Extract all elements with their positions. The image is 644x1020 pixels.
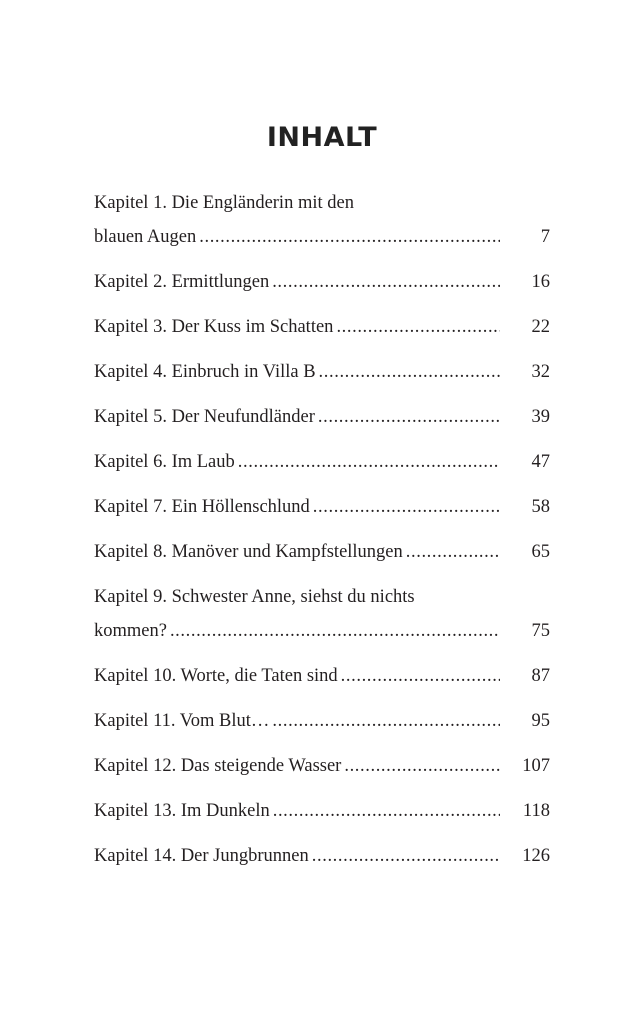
dot-leader (344, 749, 500, 783)
toc-entry[interactable] (94, 794, 550, 828)
toc-page-number: 87 (531, 666, 550, 686)
dot-leader (199, 220, 500, 254)
dot-leader (313, 490, 500, 524)
toc-page-number: 7 (540, 227, 550, 247)
toc-entry-title-line: Kapitel 1. Die Engländerin mit den (94, 193, 354, 213)
toc-entry-title: Kapitel 5. Der Neufundländer (94, 407, 315, 427)
toc-entry-title: Kapitel 11. Vom Blut… (94, 711, 270, 731)
table-of-contents (94, 186, 550, 884)
toc-entry-title: Kapitel 6. Im Laub (94, 452, 235, 472)
toc-page-number: 126 (522, 846, 550, 866)
toc-entry-title: Kapitel 14. Der Jungbrunnen (94, 846, 309, 866)
page-title: INHALT (266, 122, 378, 153)
toc-entry[interactable] (94, 704, 550, 738)
dot-leader (170, 614, 500, 648)
toc-entry-title: Kapitel 7. Ein Höllenschlund (94, 497, 310, 517)
toc-entry[interactable] (94, 355, 550, 389)
toc-page-number: 32 (531, 362, 550, 382)
toc-entry[interactable] (94, 310, 550, 344)
toc-entry[interactable] (94, 749, 550, 783)
toc-entry-title: Kapitel 13. Im Dunkeln (94, 801, 270, 821)
toc-page-number: 65 (531, 542, 550, 562)
dot-leader (273, 794, 500, 828)
toc-entry-title: Kapitel 3. Der Kuss im Schatten (94, 317, 334, 337)
toc-page-number: 107 (522, 756, 550, 776)
toc-entry-title: Kapitel 4. Einbruch in Villa B (94, 362, 316, 382)
toc-page-number: 39 (531, 407, 550, 427)
dot-leader (406, 535, 500, 569)
toc-page-number: 95 (531, 711, 550, 731)
toc-entry[interactable] (94, 490, 550, 524)
toc-entry[interactable] (94, 839, 550, 873)
toc-entry[interactable] (94, 186, 550, 254)
toc-page-number: 58 (531, 497, 550, 517)
dot-leader (272, 265, 500, 299)
toc-entry[interactable] (94, 265, 550, 299)
toc-entry-title: Kapitel 8. Manöver und Kampfstellungen (94, 542, 403, 562)
dot-leader (341, 659, 500, 693)
toc-entry-title-line: Kapitel 9. Schwester Anne, siehst du nichts (94, 587, 415, 607)
toc-entry-title: blauen Augen (94, 227, 197, 247)
toc-entry-title: Kapitel 10. Worte, die Taten sind (94, 666, 338, 686)
toc-page-number: 22 (531, 317, 550, 337)
toc-entry-title: Kapitel 2. Ermittlungen (94, 272, 270, 292)
toc-page-number: 47 (531, 452, 550, 472)
toc-entry[interactable] (94, 659, 550, 693)
toc-page-number: 16 (531, 272, 550, 292)
toc-entry[interactable] (94, 400, 550, 434)
toc-entry[interactable] (94, 580, 550, 648)
toc-page-number: 75 (531, 621, 550, 641)
dot-leader (336, 310, 500, 344)
toc-page-number: 118 (522, 801, 550, 821)
toc-entry[interactable] (94, 445, 550, 479)
dot-leader (319, 355, 500, 389)
dot-leader (238, 445, 500, 479)
toc-entry[interactable] (94, 535, 550, 569)
toc-entry-title: Kapitel 12. Das steigende Wasser (94, 756, 342, 776)
dot-leader (312, 839, 500, 873)
dot-leader (318, 400, 500, 434)
toc-entry-title: kommen? (94, 621, 167, 641)
dot-leader (272, 704, 500, 738)
